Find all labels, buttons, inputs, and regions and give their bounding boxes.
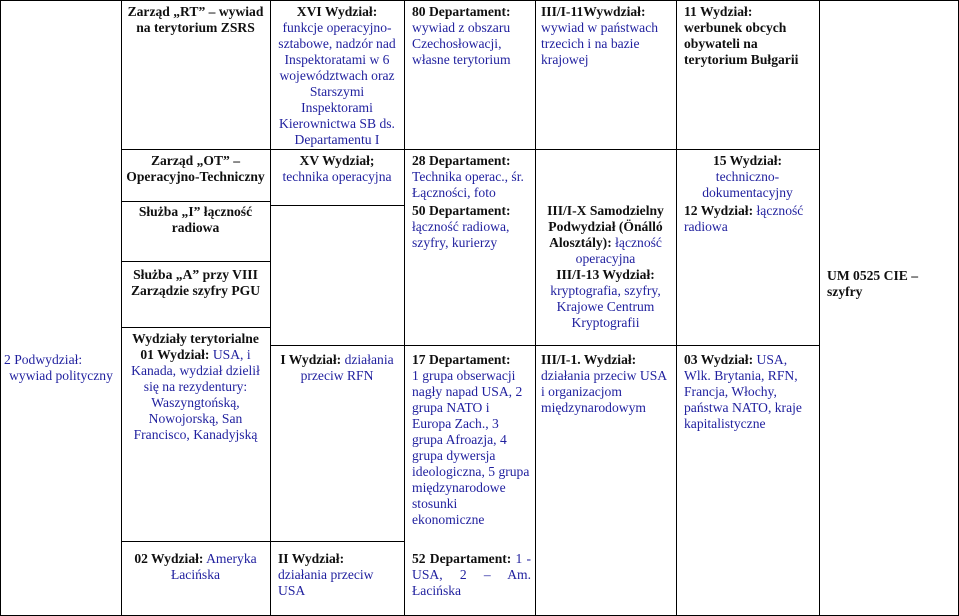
- wydzial-iii-i-1-label: III/I-1. Wydział:: [541, 352, 637, 367]
- departament-50: [412, 203, 531, 251]
- wydzial-iii-i-1: [541, 352, 672, 416]
- wydzial-02: [125, 551, 266, 583]
- terytorialne-title: Wydziały terytorialne: [132, 331, 259, 346]
- wydzial-12: [684, 203, 815, 235]
- sluzba-i: Służba „I” łączność radiowa: [138, 204, 253, 235]
- departament-17-text: 1 grupa obserwacji nagły napad USA, 2 grupa NATO i Europa Zach., 3 grupa Afroazja, 4 grupa dywersja ideologiczna, 5 grupa międzynarodowe stosunki ekonomiczne: [412, 368, 530, 527]
- wydzial-11: [684, 4, 815, 68]
- podwydzial-2-label: 2 Podwydział:: [4, 352, 83, 367]
- wydzial-iii-i-13-text: kryptografia, szyfry, Krajowe Centrum Kryptografii: [550, 283, 661, 330]
- podwydzial-iii-i-x-text: łączność operacyjna: [575, 235, 662, 266]
- wydzial-i-text: działania przeciw RFN: [300, 352, 394, 383]
- wydzial-03-text: USA, Wlk. Brytania, RFN, Francja, Włochy, państwa NATO, kraje kapitalistyczne: [684, 352, 802, 431]
- podwydzial-iii-i-x: [539, 203, 672, 267]
- departament-52-label: 52 Departament:: [412, 551, 512, 566]
- wydzial-iii-i-11: [541, 4, 672, 68]
- wydzial-15-text: techniczno-dokumentacyjny: [702, 169, 793, 200]
- wydzial-15: [680, 153, 815, 201]
- wydzial-xvi-label: XVI Wydział:: [296, 4, 378, 19]
- zarzad-ot: Zarząd „OT” – Operacyjno-Techniczny: [126, 153, 265, 184]
- wydzial-iii-i-11-text: wywiad w państwach trzecich i na bazie krajowej: [541, 20, 659, 67]
- wydzial-03: [684, 352, 815, 432]
- wydzial-xvi-text: funkcje operacyjno-sztabowe, nadzór nad Inspektoratami w 6 województwach oraz Starszymi Inspektorami Kierownictwa SB ds. Departamentu I: [278, 20, 396, 147]
- departament-28-text: Technika operac., śr. Łączności, foto: [412, 169, 524, 200]
- podwydzial-2-cell: [4, 352, 118, 384]
- wydzial-01-text: USA, i Kanada, wydział dzielił się na rezydentury: Waszyngtońską, Nowojorską, San Francisco, Kanadyjską: [131, 347, 260, 442]
- wydzial-iii-i-13-label: III/I-13 Wydział:: [556, 267, 655, 282]
- wydzial-11-label: 11 Wydział:: [684, 4, 753, 19]
- departament-52: [412, 551, 531, 599]
- wydzial-01-label: 01 Wydział:: [140, 347, 210, 362]
- wydzial-iii-i-13: [539, 267, 672, 331]
- wydzial-12-text: łączność radiowa: [684, 203, 804, 234]
- wydzialy-terytorialne: [125, 331, 266, 443]
- wydzial-ii-label: II Wydział:: [278, 551, 345, 566]
- podwydzial-iii-i-x-label: III/I-X Samodzielny Podwydział (Önálló Alosztály):: [547, 203, 664, 250]
- sluzba-a: Służba „A” przy VIII Zarządzie szyfry PGU: [130, 267, 261, 298]
- wydzial-03-label: 03 Wydział:: [684, 352, 754, 367]
- wydzial-11-text: werbunek obcych obywateli na terytorium Bułgarii: [684, 20, 799, 67]
- wydzial-iii-i-1-text: działania przeciw USA i organizacjom międzynarodowym: [541, 368, 667, 415]
- um-0525-cie: UM 0525 CIE – szyfry: [827, 268, 919, 299]
- departament-80-label: 80 Departament:: [412, 4, 511, 19]
- wydzial-15-label: 15 Wydział:: [712, 153, 783, 168]
- wydzial-xv: [274, 153, 400, 185]
- wydzial-i: [274, 352, 400, 384]
- wydzial-xvi: [274, 4, 400, 148]
- departament-17-label: 17 Departament:: [412, 352, 511, 367]
- departament-80-text: wywiad z obszaru Czechosłowacji, własne terytorium: [412, 20, 511, 67]
- departament-28: [412, 153, 531, 201]
- wydzial-12-label: 12 Wydział:: [684, 203, 754, 218]
- podwydzial-2-text: wywiad polityczny: [9, 368, 113, 383]
- wydzial-ii: [278, 551, 400, 599]
- wydzial-ii-text: działania przeciw USA: [278, 567, 374, 598]
- departament-17: [412, 352, 531, 528]
- wydzial-xv-label: XV Wydział;: [299, 153, 375, 168]
- wydzial-02-label: 02 Wydział:: [134, 551, 204, 566]
- departament-50-label: 50 Departament:: [412, 203, 511, 218]
- departament-50-text: łączność radiowa, szyfry, kurierzy: [412, 219, 510, 250]
- wydzial-iii-i-11-label: III/I-11Wywdział:: [541, 4, 646, 19]
- zarzad-rt: Zarząd „RT” – wywiad na terytorium ZSRS: [127, 4, 264, 35]
- wydzial-02-text: Ameryka Łacińska: [170, 551, 257, 582]
- departament-28-label: 28 Departament:: [412, 153, 511, 168]
- wydzial-i-label: I Wydział:: [280, 352, 342, 367]
- departament-80: [412, 4, 531, 68]
- departament-52-text: 1 - USA, 2 – Am. Łacińska: [412, 551, 531, 598]
- wydzial-xv-text: technika operacyjna: [282, 169, 392, 184]
